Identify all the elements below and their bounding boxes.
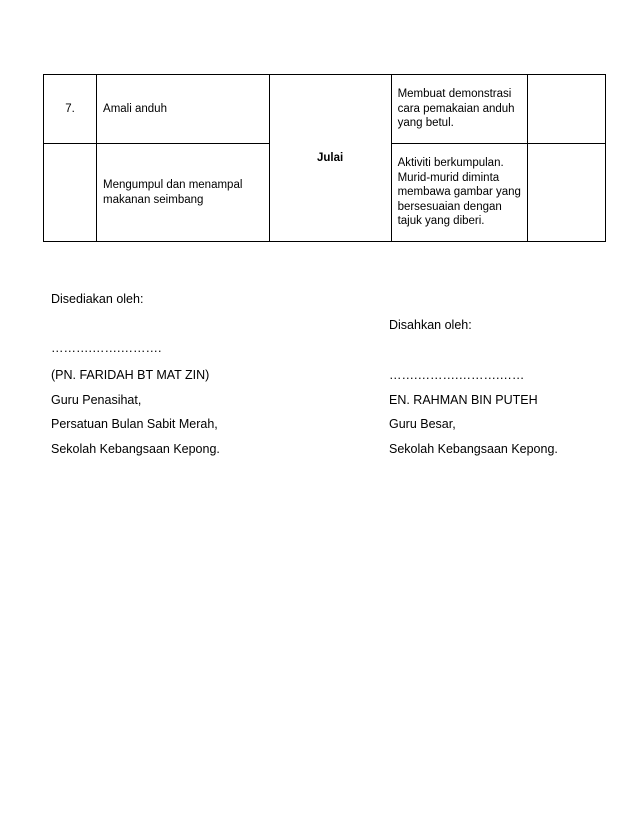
- approved-title: Guru Besar,: [389, 417, 456, 431]
- notes-cell: [528, 144, 606, 242]
- approved-school: Sekolah Kebangsaan Kepong.: [389, 442, 558, 456]
- prepared-name: (PN. FARIDAH BT MAT ZIN): [51, 368, 210, 382]
- prepared-school: Sekolah Kebangsaan Kepong.: [51, 442, 220, 456]
- method-text: Aktiviti berkumpulan. Murid-murid diminta membawa gambar yang bersesuaian dengan tajuk yang diberi.: [397, 157, 521, 228]
- method-cell: [391, 75, 528, 144]
- activity-cell: [97, 75, 270, 144]
- row-number: 7.: [65, 102, 75, 115]
- activity-table: [43, 74, 606, 242]
- month-cell: [269, 75, 391, 242]
- notes-cell: [528, 75, 606, 144]
- activity-text: Mengumpul dan menampal makanan seimbang: [103, 179, 243, 206]
- prepared-by-heading: Disediakan oleh:: [51, 292, 144, 306]
- activity-cell: [97, 144, 270, 242]
- prepared-signature-line: ……….…….……….: [51, 341, 162, 355]
- table-row: [44, 75, 606, 144]
- approved-name: EN. RAHMAN BIN PUTEH: [389, 393, 538, 407]
- method-cell: [391, 144, 528, 242]
- activity-text: Amali anduh: [103, 102, 167, 115]
- month-text: Julai: [317, 151, 344, 164]
- approved-signature-line: …….……….……….……: [389, 368, 525, 382]
- method-text: Membuat demonstrasi cara pemakaian anduh yang betul.: [397, 88, 515, 130]
- approved-by-heading: Disahkan oleh:: [389, 318, 472, 332]
- row-number-cell: [44, 144, 97, 242]
- prepared-title: Guru Penasihat,: [51, 393, 142, 407]
- prepared-organization: Persatuan Bulan Sabit Merah,: [51, 417, 218, 431]
- row-number-cell: [44, 75, 97, 144]
